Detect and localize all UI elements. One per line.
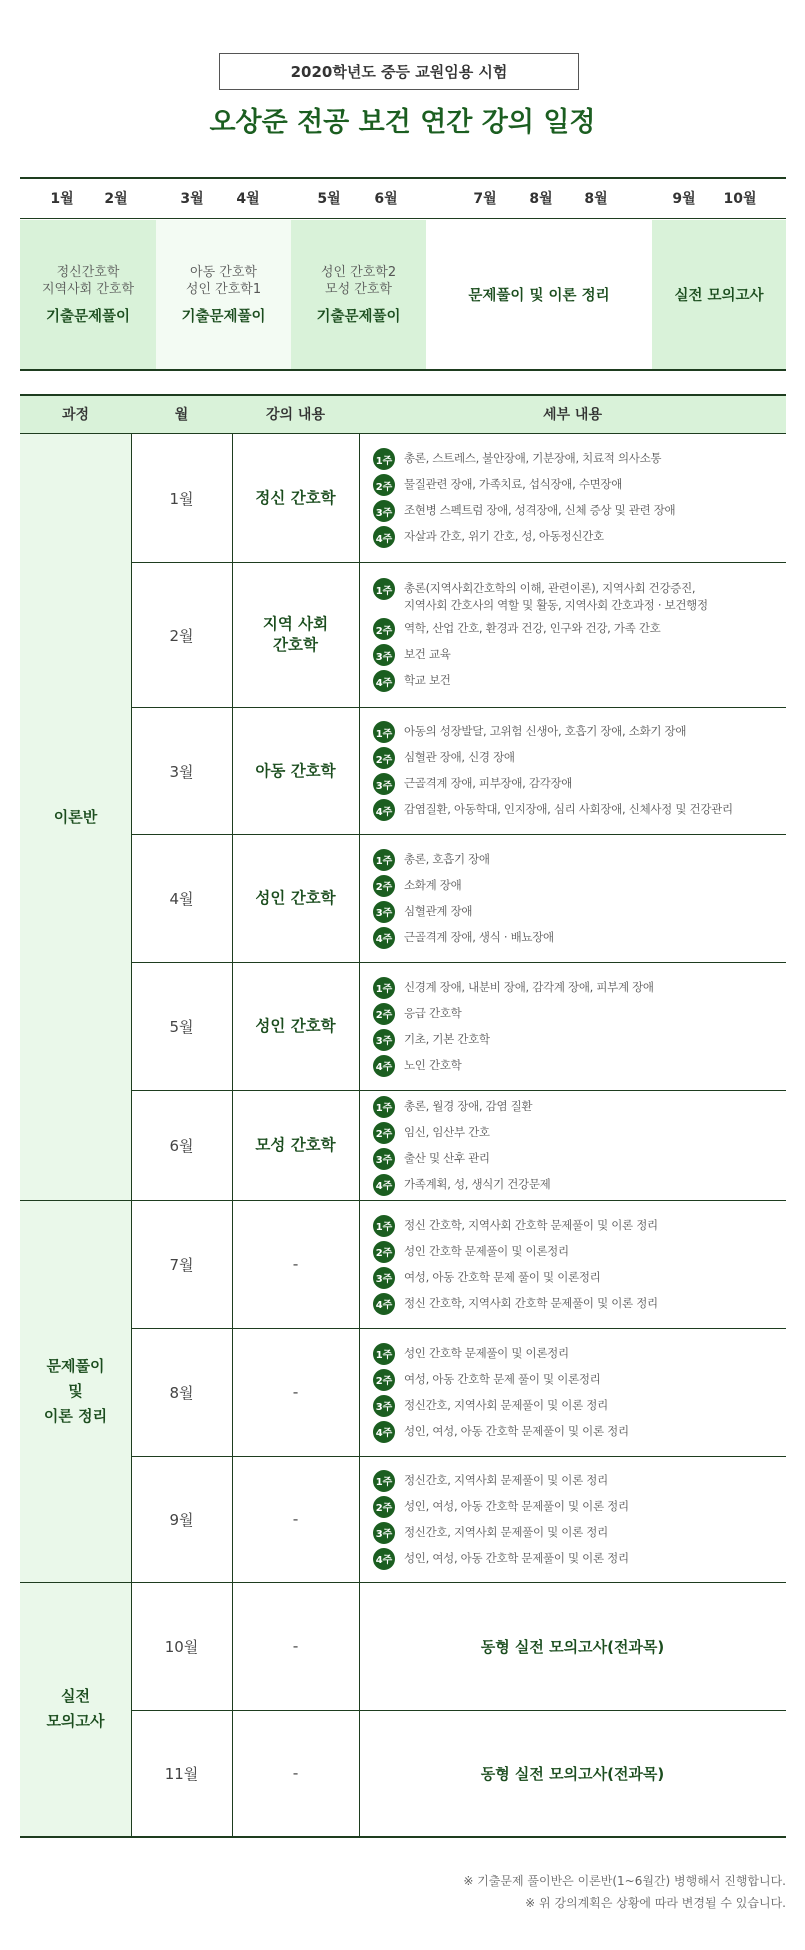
week-badge: 1주 xyxy=(373,721,395,743)
week-text: 성인 간호학 문제풀이 및 이론정리 xyxy=(404,1243,569,1258)
row-month: 10월 xyxy=(164,1638,199,1656)
group-theory xyxy=(20,434,131,1200)
week-badge: 2주 xyxy=(373,1496,395,1518)
week-badge: 1주 xyxy=(373,849,395,871)
row-month: 8월 xyxy=(169,1384,194,1402)
week-text: 정신간호, 지역사회 문제풀이 및 이론 정리 xyxy=(404,1472,608,1487)
row-details-full: 동형 실전 모의고사(전과목) xyxy=(480,1638,665,1656)
week-text: 신경계 장애, 내분비 장애, 감각계 장애, 피부계 장애 xyxy=(404,979,654,994)
course-label: 정신 간호학 xyxy=(255,488,336,507)
timeline-block-past-exam-1 xyxy=(20,220,156,369)
group-label: 실전 xyxy=(61,1687,90,1705)
row-course xyxy=(232,1457,359,1582)
column-divider xyxy=(232,434,233,1836)
week-item xyxy=(373,1522,786,1544)
week-text: 노인 간호학 xyxy=(404,1057,462,1072)
header-month: 월 xyxy=(174,407,189,423)
week-item xyxy=(373,526,786,548)
week-item xyxy=(373,1003,786,1025)
week-text: 성인, 여성, 아동 간호학 문제풀이 및 이론 정리 xyxy=(404,1423,629,1438)
row-month: 6월 xyxy=(169,1137,194,1155)
week-badge: 4주 xyxy=(373,927,395,949)
course-label: 성인 간호학 xyxy=(255,1017,336,1035)
timeline-block-review xyxy=(426,220,652,369)
timeline-block-past-exam-3 xyxy=(291,220,426,369)
row-details xyxy=(359,563,786,707)
week-badge: 4주 xyxy=(373,1548,395,1570)
row-details xyxy=(359,835,786,962)
group-label: 이론반 xyxy=(53,807,98,826)
week-badge: 3주 xyxy=(373,644,395,666)
week-text: 가족계획, 성, 생식기 건강문제 xyxy=(404,1176,551,1191)
timeline-month: 4월 xyxy=(236,191,260,207)
header-course-type: 과정 xyxy=(61,407,90,423)
week-item xyxy=(373,721,786,743)
timeline-month: 8월 xyxy=(529,191,553,207)
timeline-month: 9월 xyxy=(672,191,696,207)
week-item xyxy=(373,1548,786,1570)
week-text: 여성, 아동 간호학 문제 풀이 및 이론정리 xyxy=(404,1269,601,1284)
week-text: 정신간호, 지역사회 문제풀이 및 이론 정리 xyxy=(404,1524,608,1539)
week-item xyxy=(373,1029,786,1051)
course-label: - xyxy=(292,1637,299,1655)
timeline-month: 10월 xyxy=(723,191,757,207)
timeline-month: 2월 xyxy=(104,191,128,207)
page-header xyxy=(0,0,805,160)
week-text: 심혈관계 장애 xyxy=(404,903,473,918)
block-subject: 지역사회 간호학 xyxy=(41,281,135,297)
group-label: 모의고사 xyxy=(46,1712,105,1730)
table-bottom-border xyxy=(20,1836,786,1838)
row-month: 3월 xyxy=(169,762,194,781)
group-mock-exam xyxy=(20,1582,131,1836)
week-item xyxy=(373,1241,786,1263)
week-badge: 2주 xyxy=(373,1241,395,1263)
week-item xyxy=(373,1096,786,1118)
week-item xyxy=(373,1267,786,1289)
row-details xyxy=(359,1329,786,1456)
row-details-full: 동형 실전 모의고사(전과목) xyxy=(480,1765,665,1783)
row-month: 7월 xyxy=(169,1256,194,1274)
block-label: 기출문제풀이 xyxy=(45,308,131,325)
timeline-block-past-exam-2 xyxy=(156,220,291,369)
timeline-month: 7월 xyxy=(473,191,497,207)
header-details: 세부 내용 xyxy=(543,407,602,423)
row-course xyxy=(232,1201,359,1328)
week-text: 응급 간호학 xyxy=(404,1005,462,1020)
week-text: 학교 보건 xyxy=(404,673,451,687)
block-subject: 정신간호학 xyxy=(56,264,120,280)
week-item xyxy=(373,474,786,496)
row-month: 2월 xyxy=(169,626,194,645)
timeline-month: 5월 xyxy=(317,191,341,207)
timeline-months-row xyxy=(20,179,786,219)
block-subject: 성인 간호학1 xyxy=(185,281,262,297)
week-item xyxy=(373,1293,786,1315)
footnotes xyxy=(463,1870,786,1914)
week-badge: 1주 xyxy=(373,1215,395,1237)
column-divider xyxy=(359,434,360,1836)
week-badge: 3주 xyxy=(373,500,395,522)
row-month: 4월 xyxy=(169,890,194,908)
block-subject: 모성 간호학 xyxy=(325,281,392,297)
week-item xyxy=(373,1122,786,1144)
row-month: 11월 xyxy=(164,1765,199,1783)
week-badge: 4주 xyxy=(373,1421,395,1443)
row-month: 1월 xyxy=(169,489,194,508)
week-item xyxy=(373,1395,786,1417)
week-badge: 4주 xyxy=(373,1293,395,1315)
week-text: 여성, 아동 간호학 문제 풀이 및 이론정리 xyxy=(404,1371,601,1386)
timeline-blocks xyxy=(20,220,786,369)
week-badge: 2주 xyxy=(373,1122,395,1144)
block-label: 실전 모의고사 xyxy=(674,288,764,304)
schedule-table xyxy=(20,394,786,1858)
block-label: 문제풀이 및 이론 정리 xyxy=(468,288,610,304)
row-details xyxy=(359,708,786,834)
column-divider xyxy=(131,434,132,1836)
course-label: - xyxy=(292,1255,299,1273)
week-text: 정신 간호학, 지역사회 간호학 문제풀이 및 이론 정리 xyxy=(404,1295,658,1310)
week-text: 자살과 간호, 위기 간호, 성, 아동정신간호 xyxy=(404,529,604,543)
week-text: 역학, 산업 간호, 환경과 건강, 인구와 건강, 가족 간호 xyxy=(404,621,661,635)
week-text: 아동의 성장발달, 고위험 신생아, 호흡기 장애, 소화기 장애 xyxy=(404,724,687,738)
week-badge: 4주 xyxy=(373,799,395,821)
week-text: 소화계 장애 xyxy=(404,877,462,892)
week-badge: 4주 xyxy=(373,526,395,548)
week-badge: 1주 xyxy=(373,578,395,600)
week-text: 총론(지역사회간호학의 이해, 관련이론), 지역사회 건강증진, 지역사회 간호사의 역할 및 활동, 지역사회 간호과정 · 보건행정 xyxy=(404,581,708,612)
week-item xyxy=(373,500,786,522)
week-text: 근골격계 장애, 피부장애, 감각장애 xyxy=(404,776,573,790)
week-text: 총론, 월경 장애, 감염 질환 xyxy=(404,1098,533,1113)
footnote: ※ 기출문제 풀이반은 이론반(1~6월간) 병행해서 진행합니다. xyxy=(463,1874,786,1888)
timeline-block-mock-exam xyxy=(652,220,786,369)
week-badge: 1주 xyxy=(373,1096,395,1118)
group-label: 이론 정리 xyxy=(43,1406,108,1425)
week-text: 성인, 여성, 아동 간호학 문제풀이 및 이론 정리 xyxy=(404,1498,629,1513)
week-badge: 3주 xyxy=(373,901,395,923)
week-badge: 2주 xyxy=(373,1003,395,1025)
course-label: 간호학 xyxy=(273,636,318,654)
week-text: 물질관련 장애, 가족치료, 섭식장애, 수면장애 xyxy=(404,477,623,491)
week-item xyxy=(373,1496,786,1518)
week-text: 기초, 기본 간호학 xyxy=(404,1031,490,1046)
group-label: 및 xyxy=(68,1381,83,1400)
week-item xyxy=(373,1055,786,1077)
week-text: 성인 간호학 문제풀이 및 이론정리 xyxy=(404,1345,569,1360)
course-label: 모성 간호학 xyxy=(255,1136,336,1154)
block-label: 기출문제풀이 xyxy=(316,308,401,325)
week-item xyxy=(373,927,786,949)
week-item xyxy=(373,1148,786,1170)
week-item xyxy=(373,1343,786,1365)
timeline-month: 8월 xyxy=(584,191,608,207)
row-details xyxy=(359,434,786,562)
week-item xyxy=(373,1215,786,1237)
row-course xyxy=(232,1711,359,1836)
week-item xyxy=(373,1174,786,1196)
week-text: 조현병 스펙트럼 장애, 성격장애, 신체 증상 및 관련 장애 xyxy=(404,503,676,517)
week-text: 정신 간호학, 지역사회 간호학 문제풀이 및 이론 정리 xyxy=(404,1217,658,1232)
group-label: 문제풀이 xyxy=(46,1356,105,1375)
week-badge: 2주 xyxy=(373,747,395,769)
week-item xyxy=(373,901,786,923)
week-item xyxy=(373,799,786,821)
week-item xyxy=(373,977,786,999)
course-label: - xyxy=(292,1510,299,1528)
week-item xyxy=(373,1369,786,1391)
row-details xyxy=(359,1091,786,1200)
row-course xyxy=(232,1583,359,1710)
week-text: 정신간호, 지역사회 문제풀이 및 이론 정리 xyxy=(404,1397,608,1412)
week-item xyxy=(373,670,786,692)
week-item xyxy=(373,747,786,769)
week-badge: 1주 xyxy=(373,1343,395,1365)
week-item xyxy=(373,448,786,470)
week-text: 총론, 스트레스, 불안장애, 기분장애, 치료적 의사소통 xyxy=(404,451,662,465)
week-text: 근골격계 장애, 생식 · 배뇨장애 xyxy=(404,929,554,944)
course-label: 아동 간호학 xyxy=(255,761,336,780)
week-badge: 4주 xyxy=(373,670,395,692)
week-text: 총론, 호흡기 장애 xyxy=(404,851,490,866)
week-text: 성인, 여성, 아동 간호학 문제풀이 및 이론 정리 xyxy=(404,1550,629,1565)
exam-subtitle: 2020학년도 중등 교원임용 시험 xyxy=(219,53,579,90)
page-title: 오상준 전공 보건 연간 강의 일정 xyxy=(209,107,596,138)
week-badge: 3주 xyxy=(373,1029,395,1051)
week-badge: 3주 xyxy=(373,773,395,795)
week-text: 심혈관 장애, 신경 장애 xyxy=(404,750,515,764)
week-text: 감염질환, 아동학대, 인지장애, 심리 사회장애, 신체사정 및 건강관리 xyxy=(404,802,733,816)
week-badge: 2주 xyxy=(373,618,395,640)
week-badge: 4주 xyxy=(373,1055,395,1077)
group-problem-review xyxy=(20,1200,131,1582)
week-badge: 1주 xyxy=(373,1470,395,1492)
week-item xyxy=(373,849,786,871)
course-label: - xyxy=(292,1764,299,1782)
row-course xyxy=(232,434,359,562)
week-badge: 3주 xyxy=(373,1148,395,1170)
row-course xyxy=(232,563,359,707)
block-subject: 성인 간호학2 xyxy=(320,264,397,280)
row-course xyxy=(232,835,359,962)
course-label: 지역 사회 xyxy=(262,615,329,633)
course-label: - xyxy=(292,1383,299,1401)
week-badge: 4주 xyxy=(373,1174,395,1196)
week-text: 출산 및 산후 관리 xyxy=(404,1150,490,1165)
footnote: ※ 위 강의계획은 상황에 따라 변경될 수 있습니다. xyxy=(525,1896,786,1910)
timeline-month: 3월 xyxy=(180,191,204,207)
course-label: 성인 간호학 xyxy=(255,889,336,907)
week-item xyxy=(373,1421,786,1443)
row-course xyxy=(232,1329,359,1456)
week-item xyxy=(373,644,786,666)
block-subject: 아동 간호학 xyxy=(190,264,257,280)
row-month: 9월 xyxy=(169,1511,194,1529)
week-badge: 1주 xyxy=(373,977,395,999)
row-course xyxy=(232,1091,359,1200)
row-course xyxy=(232,708,359,834)
week-badge: 2주 xyxy=(373,1369,395,1391)
week-badge: 1주 xyxy=(373,448,395,470)
timeline-month: 1월 xyxy=(50,191,74,207)
timeline-month: 6월 xyxy=(374,191,398,207)
week-item xyxy=(373,618,786,640)
row-course xyxy=(232,963,359,1090)
week-badge: 2주 xyxy=(373,474,395,496)
week-item xyxy=(373,1470,786,1492)
row-details xyxy=(359,1201,786,1328)
week-badge: 2주 xyxy=(373,875,395,897)
table-header-row xyxy=(20,394,786,434)
row-details xyxy=(359,1457,786,1582)
week-badge: 3주 xyxy=(373,1522,395,1544)
row-month: 5월 xyxy=(169,1018,194,1036)
timeline-bottom-border xyxy=(20,369,786,371)
week-text: 임신, 임산부 간호 xyxy=(404,1124,490,1139)
week-badge: 3주 xyxy=(373,1395,395,1417)
annual-timeline xyxy=(20,177,786,371)
week-badge: 3주 xyxy=(373,1267,395,1289)
week-item xyxy=(373,578,786,614)
week-item xyxy=(373,875,786,897)
header-lecture: 강의 내용 xyxy=(266,407,325,423)
week-text: 보건 교육 xyxy=(404,647,451,661)
block-label: 기출문제풀이 xyxy=(181,308,266,325)
row-details xyxy=(359,963,786,1090)
week-item xyxy=(373,773,786,795)
